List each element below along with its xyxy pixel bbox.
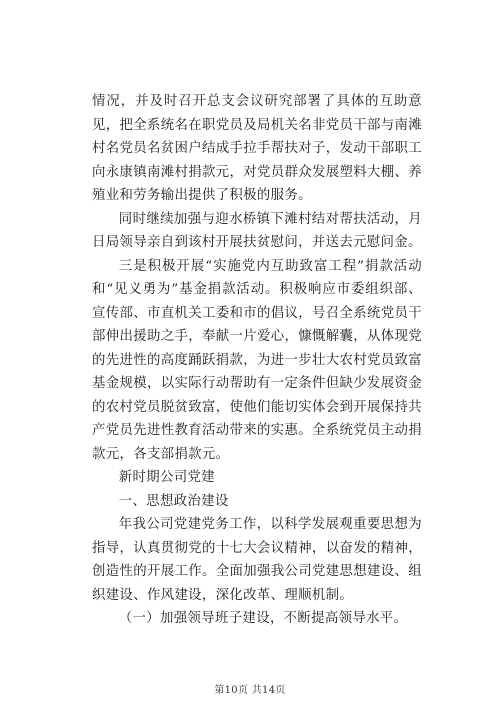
paragraph-party-work: 年我公司党建党务工作，以科学发展观重要思想为指导，认真贯彻党的十七大会议精神，以奋发的精神，创造性的开展工作。全面加强我公司党建思想建设、组织建设、作风建设，深化改革、理顺机制。 [92, 517, 422, 603]
section-title: 新时期公司党建 [118, 470, 215, 485]
paragraph-leadership-item: （一）加强领导班子建设，不断提高领导水平。 [118, 611, 408, 626]
paragraph-continuation: 情况，并及时召开总支会议研究部署了具体的互助意见，把全系统名在职党员及局机关名非党员干部与南滩村名党员名贫困户结成手拉手帮扶对子，发动干部职工向永康镇南滩村捐款元，对党员群众发展塑料大棚、养殖业和劳务输出提供了积极的服务。 [92, 94, 422, 203]
paragraph-xiatan-assistance: 同时继续加强与迎水桥镇下滩村结对帮扶活动，月日局领导亲自到该村开展扶贫慰问，并送去元慰问金。 [92, 211, 422, 250]
document-body [92, 90, 422, 631]
page-footer: 第10页 共14页 [214, 685, 286, 696]
paragraph-donation-activities: 三是积极开展“实施党内互助致富工程”捐款活动和“见义勇为”基金捐款活动。积极响应市委组织部、宣传部、市直机关工委和市的倡议，号召全系统党员干部伸出援助之手，奉献一片爱心，慷慨解囊，从体现党的先进性的高度踊跃捐款，为进一步壮大农村党员致富基金规模，以实际行动帮助有一定条件但缺少发展资金的农村党员脱贫致富，使他们能切实体会到开展保持共产党员先进性教育活动带来的实惠。全系统党员主动捐款元，各支部捐款元。 [92, 258, 422, 462]
subsection-heading: 一、思想政治建设 [118, 493, 229, 509]
